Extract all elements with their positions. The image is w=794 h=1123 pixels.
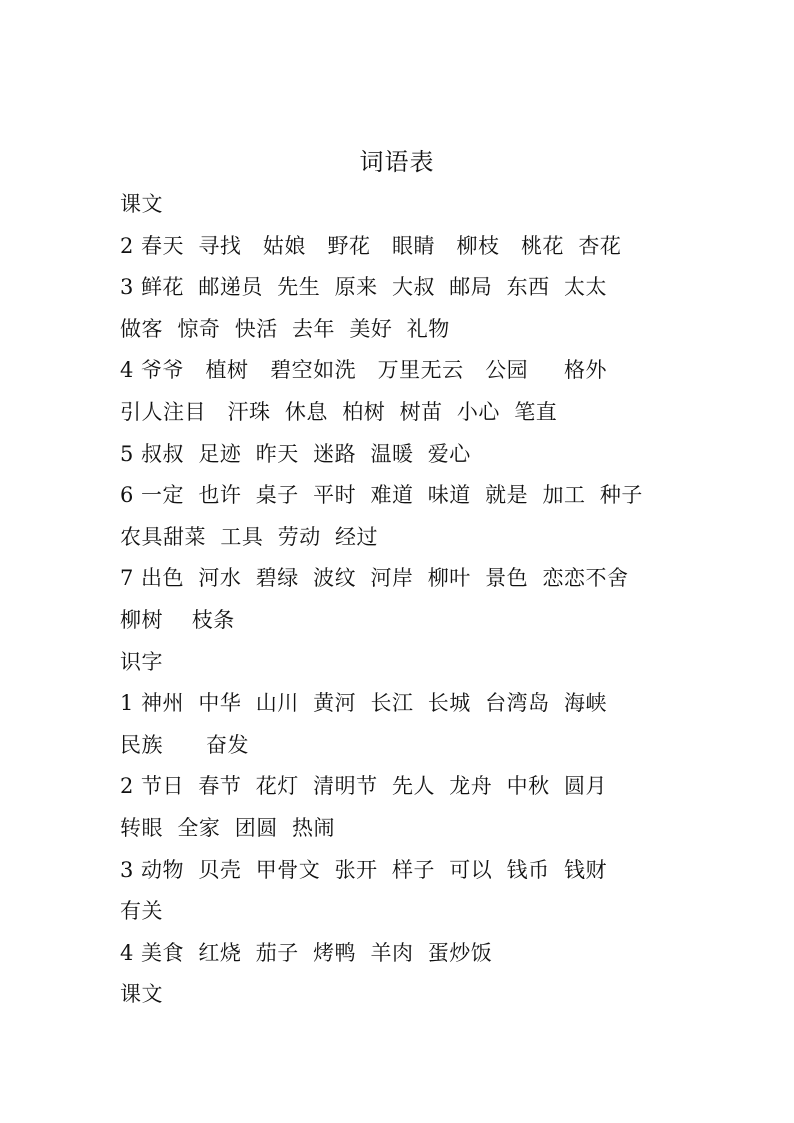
vocab-line: 2 春天 寻找 姑娘 野花 眼睛 柳枝 桃花 杏花	[120, 233, 622, 258]
vocab-line: 做客 惊奇 快活 去年 美好 礼物	[120, 316, 450, 341]
vocabulary-list	[120, 184, 740, 1016]
vocab-line: 5 叔叔 足迹 昨天 迷路 温暖 爱心	[120, 441, 471, 466]
section-heading-lessons: 课文	[120, 192, 163, 216]
vocab-line: 3 鲜花 邮递员 先生 原来 大叔 邮局 东西 太太	[120, 275, 607, 300]
page-title: 词语表	[359, 148, 435, 176]
section-heading-literacy: 识字	[120, 649, 163, 674]
vocab-line: 6 一定 也许 桌子 平时 难道 味道 就是 加工 种子	[120, 483, 643, 508]
vocab-line: 7 出色 河水 碧绿 波纹 河岸 柳叶 景色 恋恋不舍	[120, 566, 629, 591]
vocab-line: 有关	[120, 899, 163, 924]
vocab-line: 1 神州 中华 山川 黄河 长江 长城 台湾岛 海峡	[120, 691, 607, 716]
vocab-line: 民族 奋发	[120, 732, 250, 757]
vocab-line: 2 节日 春节 花灯 清明节 先人 龙舟 中秋 圆月	[120, 774, 607, 799]
vocab-line: 柳树 枝条	[120, 607, 235, 632]
vocab-line: 4 爷爷 植树 碧空如洗 万里无云 公园 格外	[120, 358, 608, 383]
vocab-line: 农具甜菜 工具 劳动 经过	[120, 524, 379, 549]
vocab-line: 3 动物 贝壳 甲骨文 张开 样子 可以 钱币 钱财	[120, 857, 607, 882]
vocab-line: 转眼 全家 团圆 热闹	[120, 815, 336, 840]
section-heading-lessons: 课文	[120, 982, 163, 1007]
vocab-line: 4 美食 红烧 茄子 烤鸭 羊肉 蛋炒饭	[120, 940, 493, 965]
vocab-line: 引人注目 汗珠 休息 柏树 树苗 小心 笔直	[120, 399, 558, 424]
